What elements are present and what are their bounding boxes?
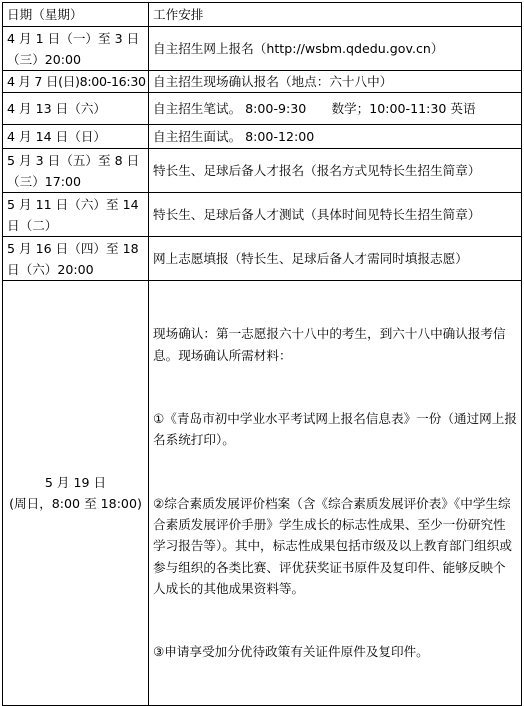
- plan-cell: 特长生、足球后备人才测试（具体时间见特长生招生简章）: [149, 193, 522, 237]
- table-row: [3, 281, 522, 706]
- plan-cell: 网上志愿填报（特长生、足球后备人才需同时填报志愿）: [149, 237, 522, 281]
- plan-paragraph: ②综合素质发展评价档案（含《综合素质发展评价表》《中学生综合素质发展评价手册》学生成长的标志性成果、至少一份研究性学习报告等）。其中，标志性成果包括市级及以上教育部门组织或参与组织的各类比赛、评优获奖证书原件及复印件、能够反映个人成长的其他成果资料等。: [153, 496, 512, 596]
- plan-details-cell: [149, 281, 522, 706]
- plan-cell: 自主招生笔试。 8:00-9:30 数学；10:00-11:30 英语: [149, 93, 522, 125]
- table-row: [3, 237, 522, 281]
- date-line: 5 月 19 日: [44, 475, 107, 491]
- table-row: [3, 71, 522, 93]
- date-cell: 4 月 7 日(日)8:00-16:30: [3, 71, 149, 93]
- plan-paragraph: 现场确认：第一志愿报六十八中的考生，到六十八中确认报考信息。现场确认所需材料：: [153, 326, 506, 363]
- table-row: [3, 149, 522, 193]
- date-cell: 4 月 13 日（六）: [3, 93, 149, 125]
- plan-paragraph: ①《青岛市初中学业水平考试网上报名信息表》一份（通过网上报名系统打印）。: [153, 411, 517, 448]
- plan-paragraph: ③申请享受加分优待政策有关证件原件及复印件。: [153, 644, 429, 660]
- table-row: [3, 93, 522, 125]
- plan-cell: 自主招生现场确认报名（地点：六十八中）: [149, 71, 522, 93]
- date-line: (周日，8:00 至 18:00): [9, 496, 142, 512]
- table-row: [3, 125, 522, 149]
- plan-column-header: 工作安排: [149, 3, 522, 27]
- date-cell: [3, 281, 149, 706]
- date-cell: 5 月 16 日（四）至 18 日（六）20:00: [3, 237, 149, 281]
- date-cell: 5 月 3 日（五）至 8 日（三）17:00: [3, 149, 149, 193]
- schedule-table: [2, 2, 522, 706]
- date-cell: 4 月 1 日（一）至 3 日（三）20:00: [3, 27, 149, 71]
- date-cell: 4 月 14 日（日）: [3, 125, 149, 149]
- table-header-row: [3, 3, 522, 27]
- table-row: [3, 193, 522, 237]
- plan-cell: 特长生、足球后备人才报名（报名方式见特长生招生简章）: [149, 149, 522, 193]
- table-row: [3, 27, 522, 71]
- date-cell: 5 月 11 日（六）至 14 日（二）: [3, 193, 149, 237]
- date-column-header: 日期（星期）: [3, 3, 149, 27]
- plan-cell: 自主招生网上报名（http://wsbm.qdedu.gov.cn）: [149, 27, 522, 71]
- plan-cell: 自主招生面试。 8:00-12:00: [149, 125, 522, 149]
